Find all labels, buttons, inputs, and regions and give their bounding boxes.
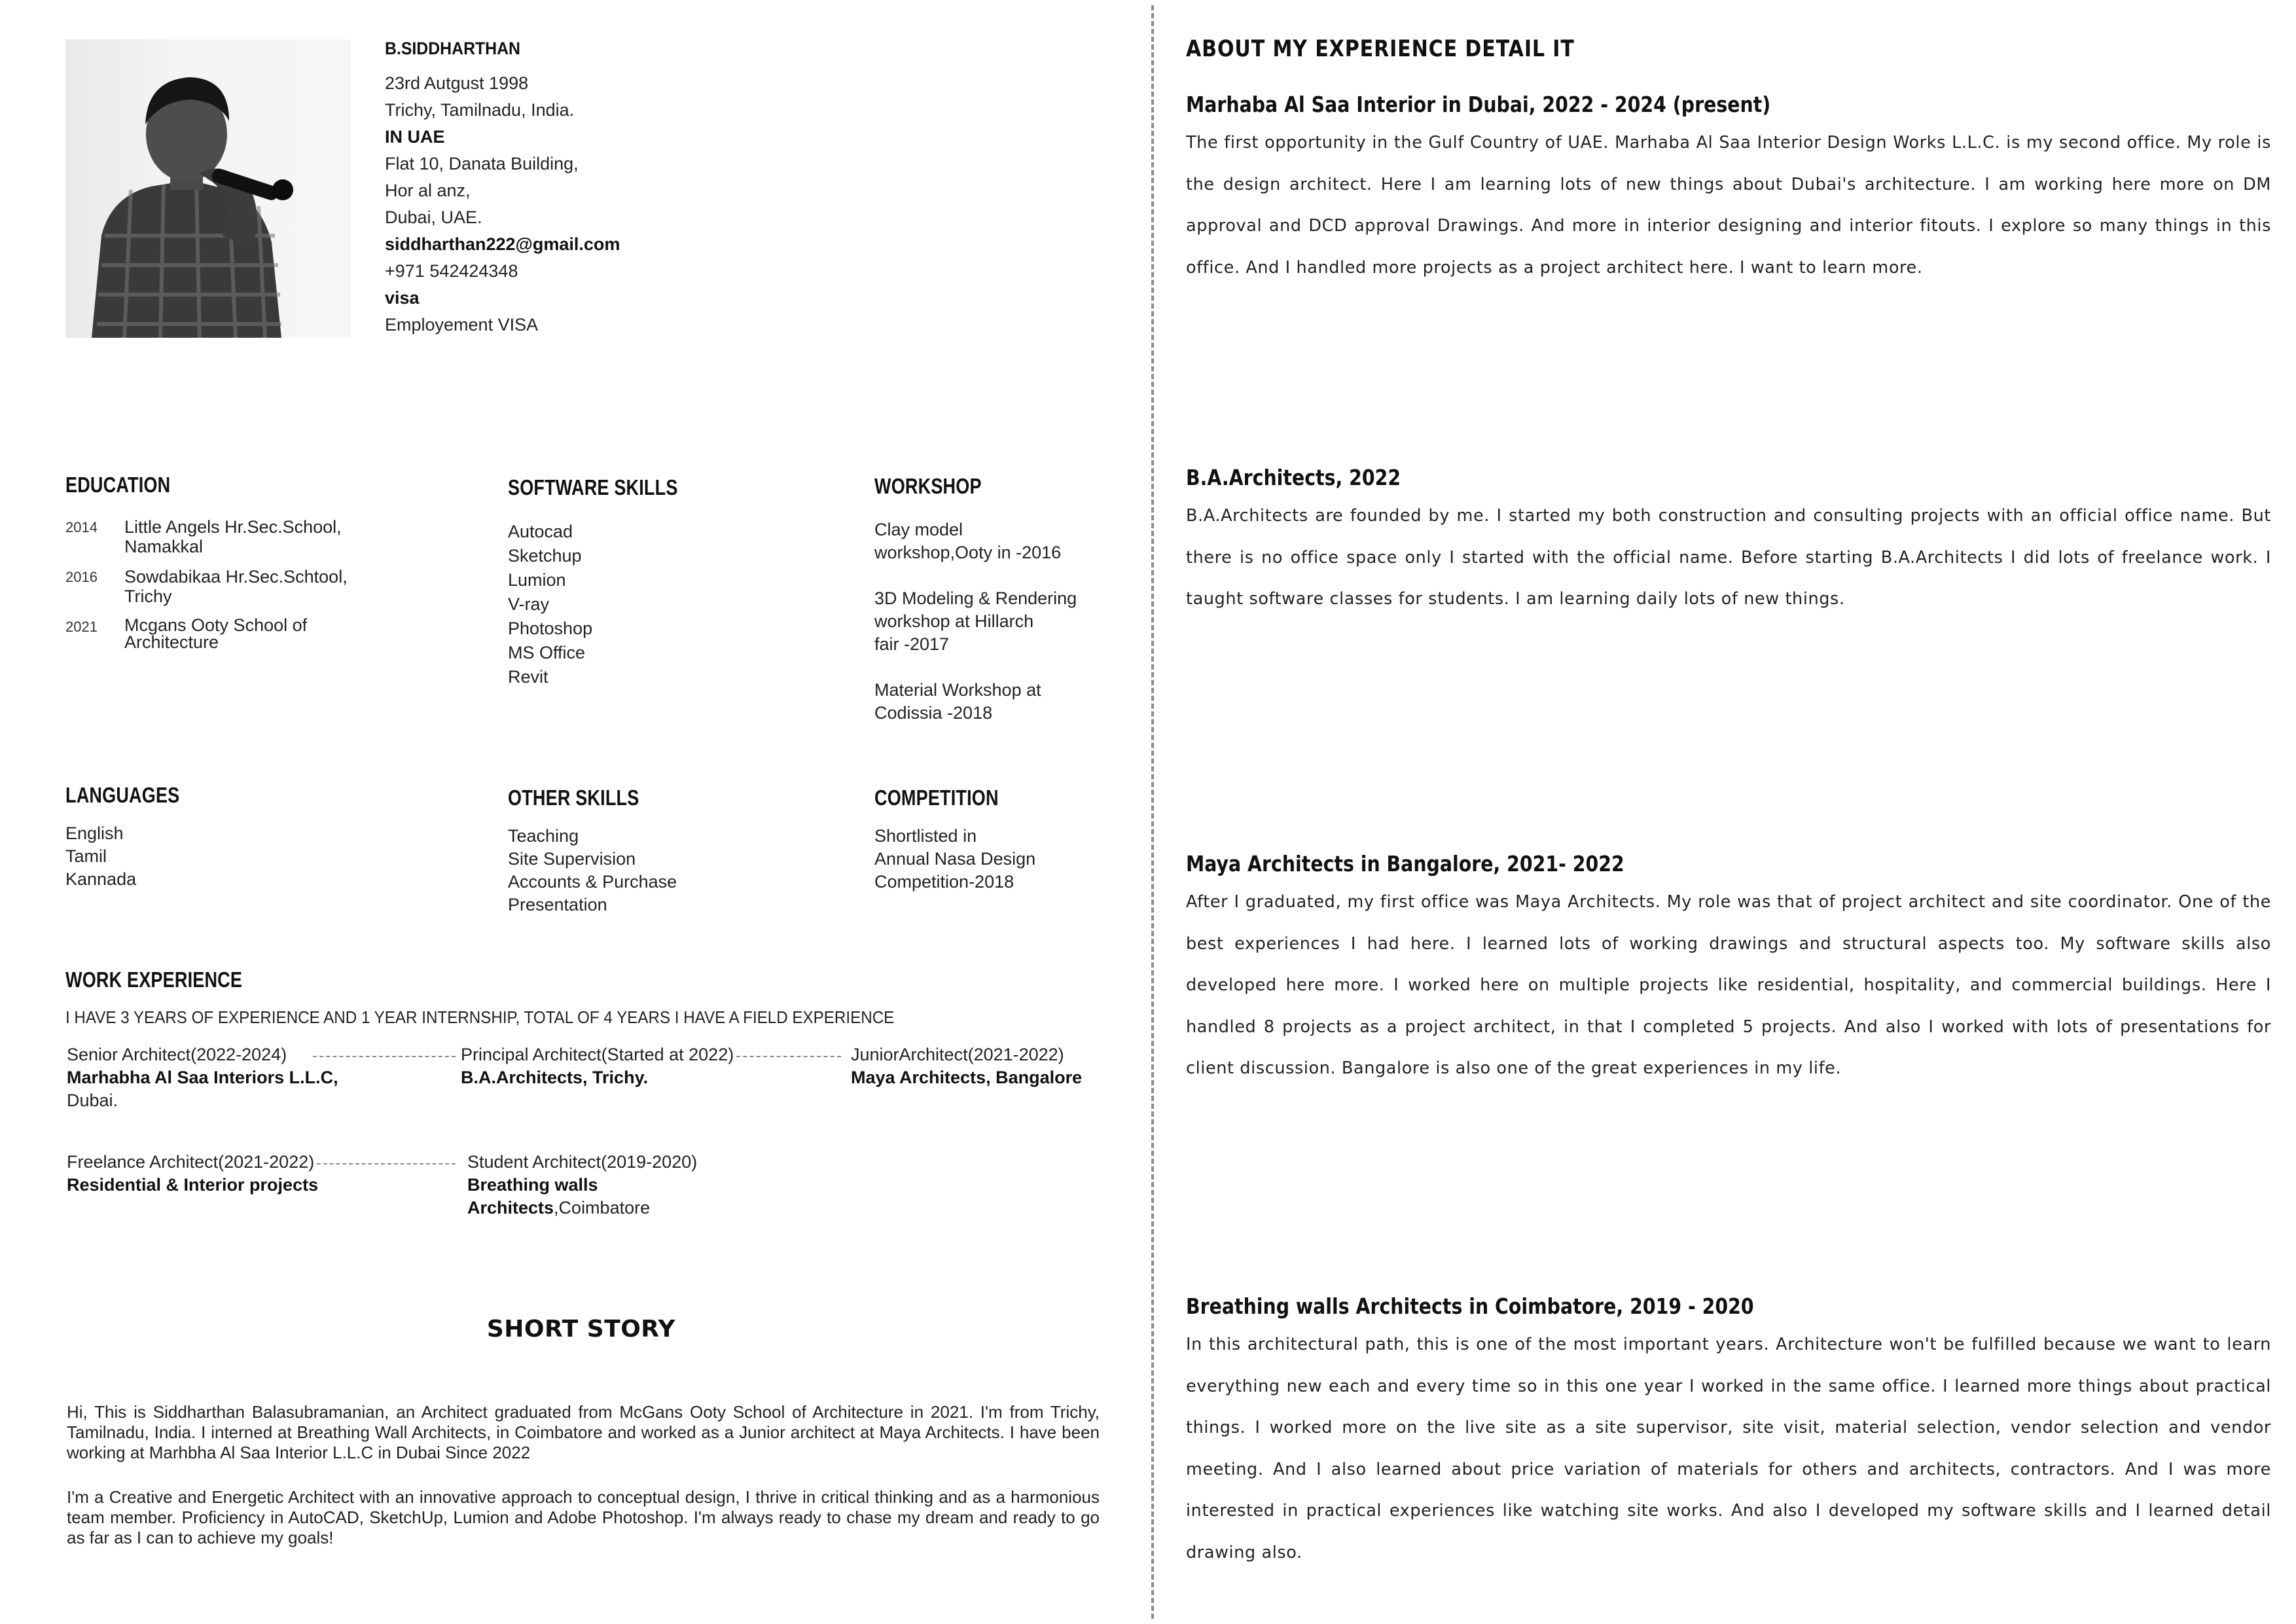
profile-name: B.SIDDHARTHAN — [385, 39, 520, 58]
other-skills-section — [508, 785, 677, 916]
education-school: Little Angels Hr.Sec.School, — [124, 517, 342, 537]
student-org-city: ,Coimbatore — [554, 1198, 651, 1218]
experience-body: B.A.Architects are founded by me. I started my both construction and consulting projects with an official office name. But there is no office space only I started with the official name. Before starting B.A.Architects I did lots of freelance work. I taught software classes for students. I am learning daily lots of new things. — [1186, 506, 2271, 609]
workshop-heading: WORKSHOP — [874, 474, 982, 498]
language-item: Kannada — [65, 869, 137, 889]
workshop-line: Clay model — [874, 520, 963, 539]
student-role: Student Architect(2019-2020) — [467, 1152, 698, 1172]
timeline-connector — [313, 1056, 456, 1057]
language-item: English — [65, 823, 124, 843]
competition-line: Shortlisted in — [874, 826, 977, 846]
software-item: Sketchup — [508, 546, 582, 566]
timeline-connector — [736, 1056, 841, 1057]
junior-org: Maya Architects, Bangalore — [851, 1068, 1083, 1087]
work-experience-section — [65, 967, 1113, 1030]
workshop-line: 3D Modeling & Rendering — [874, 588, 1077, 608]
software-item: Lumion — [508, 570, 566, 590]
freelance-org: Residential & Interior projects — [67, 1175, 319, 1195]
competition-line: Annual Nasa Design — [874, 849, 1036, 869]
short-story-heading: SHORT STORY — [486, 1316, 676, 1343]
short-story-heading-wrap — [65, 1316, 1097, 1343]
experience-entry — [1186, 851, 2271, 1090]
senior-city: Dubai. — [67, 1091, 118, 1110]
profile-photo — [65, 39, 351, 338]
language-item: Tamil — [65, 846, 107, 866]
education-year: 2021 — [65, 619, 98, 635]
phone-number: +971 542424348 — [385, 261, 518, 281]
competition-section — [874, 785, 1035, 893]
work-experience-heading: WORK EXPERIENCE — [65, 967, 243, 992]
education-school: Sowdabikaa Hr.Sec.Schtool, — [124, 567, 348, 586]
principal-role: Principal Architect(Started at 2022) — [461, 1045, 734, 1064]
freelance-role: Freelance Architect(2021-2022) — [67, 1152, 315, 1172]
experience-heading: Maya Architects in Bangalore, 2021- 2022 — [1186, 851, 1624, 876]
workshop-section — [874, 474, 1136, 725]
education-heading: EDUCATION — [65, 473, 171, 497]
workshop-line: fair -2017 — [874, 634, 950, 654]
principal-org: B.A.Architects, Trichy. — [461, 1068, 649, 1087]
profile-dob: 23rd Autgust 1998 — [385, 73, 529, 93]
junior-architect-entry — [851, 1043, 1082, 1089]
profile-origin: Trichy, Tamilnadu, India. — [385, 100, 575, 120]
experience-detail-title-wrap — [1186, 36, 1638, 62]
junior-role: JuniorArchitect(2021-2022) — [851, 1045, 1064, 1064]
software-item: V-ray — [508, 594, 550, 614]
senior-architect-entry — [67, 1043, 338, 1112]
software-item: MS Office — [508, 643, 586, 662]
software-item: Autocad — [508, 522, 573, 541]
other-skill-item: Teaching — [508, 826, 579, 846]
short-story-paragraph: I'm a Creative and Energetic Architect with an innovative approach to conceptual design, I thrive in critical thinking and as a harmonious team member. Proficiency in AutoCAD, SketchUp, Lumion and Adobe Photoshop. I'm always ready to chase my dream and ready to go as far as I can to achieve my goals! — [67, 1487, 1100, 1547]
education-item — [65, 517, 406, 556]
other-skills-heading: OTHER SKILLS — [508, 785, 639, 810]
education-list — [65, 517, 406, 651]
workshop-line: workshop at Hillarch — [874, 611, 1034, 631]
workshop-line: Material Workshop at — [874, 680, 1041, 700]
student-org-line1: Breathing walls — [467, 1175, 598, 1195]
education-school: Mcgans Ooty School of — [124, 615, 308, 635]
competition-heading: COMPETITION — [874, 785, 999, 810]
software-list — [508, 520, 715, 689]
visa-label: visa — [385, 288, 420, 308]
experience-body: The first opportunity in the Gulf Country of UAE. Marhaba Al Saa Interior Design Works L.L.C. is my second office. My role is the design architect. Here I am learning lots of new things about Dubai's architecture. I am working here more on DM approval and DCD approval Drawings. And more in interior designing and interior fitouts. I explore so many things in this office. And I handled more projects as a project architect here. I want to learn more. — [1186, 133, 2271, 278]
education-city: Architecture — [124, 632, 219, 652]
languages-heading: LANGUAGES — [65, 783, 180, 807]
competition-line: Competition-2018 — [874, 872, 1014, 892]
workshop-line: workshop,Ooty in -2016 — [874, 543, 1062, 562]
principal-architect-entry — [461, 1043, 734, 1089]
short-story-paragraph: Hi, This is Siddharthan Balasubramanian, an Architect graduated from McGans Ooty School of Architecture in 2021. I'm from Trichy, Tamilnadu, India. I interned at Breathing Wall Architects, in Coimbatore and worked as a Junior architect at Maya Architects. I have been working at Marhbha Al Saa Interior L.L.C in Dubai Since 2022 — [67, 1402, 1100, 1462]
software-item: Photoshop — [508, 619, 593, 638]
senior-role: Senior Architect(2022-2024) — [67, 1045, 287, 1064]
short-story-text — [67, 1402, 1100, 1572]
workshop-list — [874, 518, 1136, 725]
software-item: Revit — [508, 667, 548, 687]
student-org-line2 — [467, 1197, 697, 1219]
person-silhouette-icon — [65, 39, 351, 338]
in-uae-label: IN UAE — [385, 127, 445, 147]
competition-list — [874, 825, 1035, 893]
languages-list — [65, 822, 205, 891]
education-item — [65, 567, 406, 606]
address-line-1: Flat 10, Danata Building, — [385, 154, 579, 173]
workshop-item — [874, 518, 1136, 564]
experience-heading: B.A.Architects, 2022 — [1186, 465, 1401, 490]
work-experience-summary: I HAVE 3 YEARS OF EXPERIENCE AND 1 YEAR INTERNSHIP, TOTAL OF 4 YEARS I HAVE A FIELD EXPERIENCE — [65, 1007, 895, 1027]
other-skill-item: Accounts & Purchase — [508, 872, 677, 892]
freelance-architect-entry — [67, 1151, 318, 1197]
software-heading: SOFTWARE SKILLS — [508, 475, 678, 499]
education-section — [65, 473, 406, 661]
email-link[interactable]: siddharthan222@gmail.com — [385, 234, 620, 254]
visa-value: Employement VISA — [385, 315, 539, 334]
experience-heading: Marhaba Al Saa Interior in Dubai, 2022 - 2024 (present) — [1186, 92, 1771, 117]
personal-info — [385, 37, 620, 337]
column-divider — [1151, 5, 1154, 1619]
education-year: 2014 — [65, 519, 98, 535]
education-year: 2016 — [65, 569, 98, 585]
experience-heading: Breathing walls Architects in Coimbatore, 2019 - 2020 — [1186, 1293, 1754, 1319]
experience-body: In this architectural path, this is one of the most important years. Architecture won't be fulfilled because we want to learn everything new each and every time so in this one year I worked in the same office. I learned more things about practical things. I worked more on the live site as a site supervisor, site visit, material selection, vendor selection and vendor meeting. And I also learned about price variation of materials for others and architects, contractors. And I was more interested in practical experiences like watching site works. And also I developed my software skills and I learned detail drawing also. — [1186, 1335, 2271, 1562]
experience-entry — [1186, 92, 2271, 289]
education-city: Trichy — [124, 586, 172, 606]
other-skills-list — [508, 825, 677, 916]
address-line-3: Dubai, UAE. — [385, 208, 482, 227]
education-item — [65, 617, 406, 651]
student-org-bold: Architects — [467, 1198, 554, 1218]
experience-body: After I graduated, my first office was Maya Architects. My role was that of project architect and site coordinator. One of the best experiences I had here. I learned lots of working drawings and structural aspects too. My software skills also developed here more. I worked here on multiple projects like residential, hospitality, and commercial buildings. Here I handled 8 projects as a project architect, in that I completed 5 projects. And also I worked with lots of presentations for client discussion. Bangalore is also one of the great experiences in my life. — [1186, 892, 2271, 1078]
other-skill-item: Site Supervision — [508, 849, 636, 869]
experience-entry — [1186, 465, 2271, 621]
languages-section — [65, 783, 205, 891]
education-city: Namakkal — [124, 537, 204, 556]
other-skill-item: Presentation — [508, 895, 607, 914]
experience-detail-title: ABOUT MY EXPERIENCE DETAIL IT — [1186, 36, 1575, 62]
student-architect-entry — [467, 1151, 697, 1219]
workshop-line: Codissia -2018 — [874, 703, 993, 723]
timeline-connector — [317, 1163, 456, 1164]
workshop-item — [874, 679, 1136, 725]
software-section — [508, 475, 715, 689]
address-line-2: Hor al anz, — [385, 181, 471, 200]
experience-entry — [1186, 1293, 2271, 1574]
workshop-item — [874, 587, 1136, 656]
senior-org: Marhabha Al Saa Interiors L.L.C, — [67, 1068, 338, 1087]
